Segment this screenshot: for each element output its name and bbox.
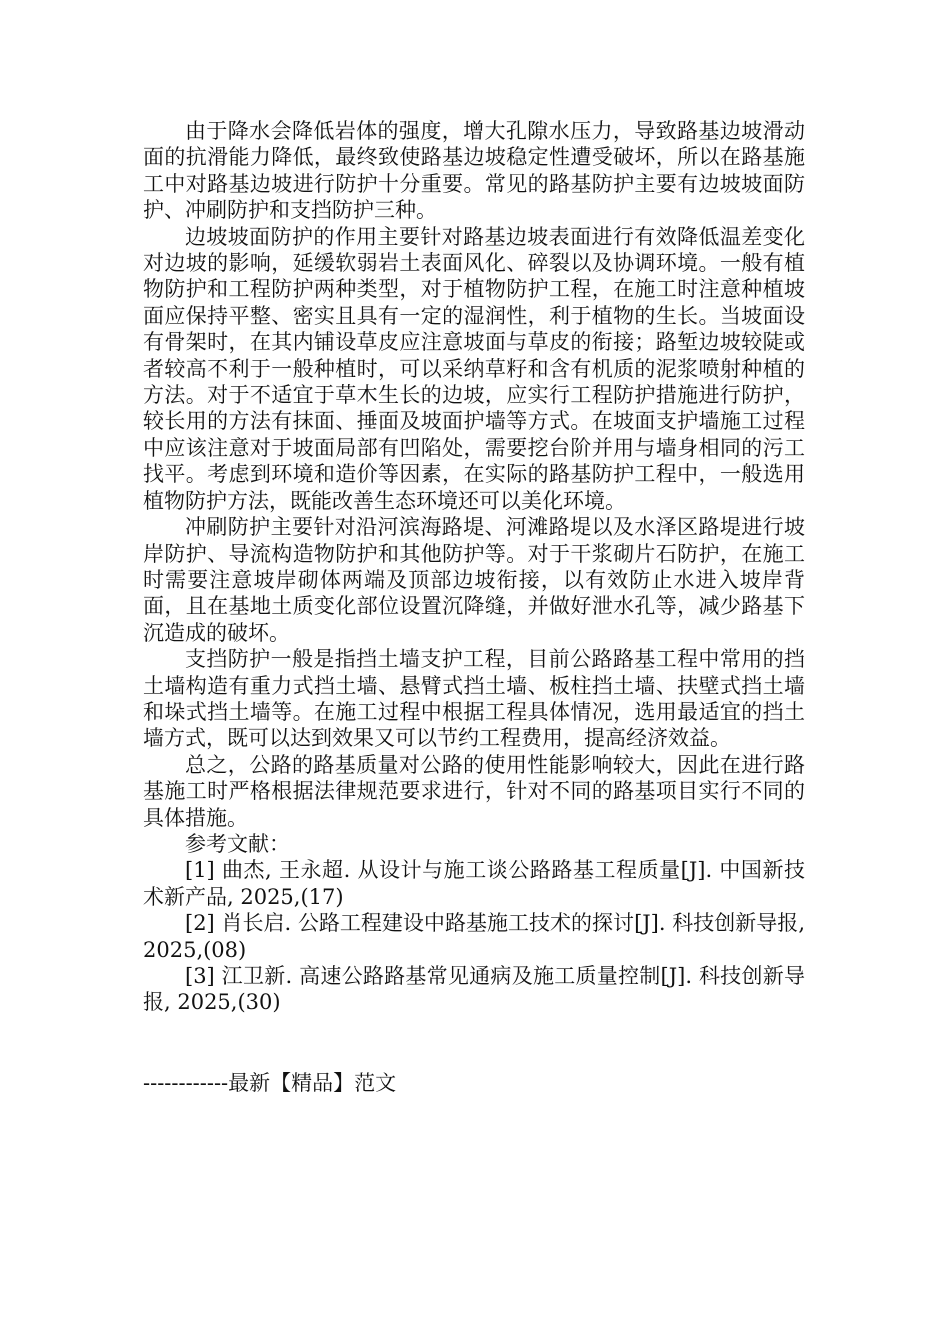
paragraph-conclusion: 总之，公路的路基质量对公路的使用性能影响较大，因此在进行路基施工时严格根据法律规范要求进行，针对不同的路基项目实行不同的具体措施。 (143, 752, 805, 830)
document-body (143, 118, 805, 1016)
reference-item-2: [2] 肖长启. 公路工程建设中路基施工技术的探讨[J]. 科技创新导报, 2025,(08) (143, 911, 805, 962)
reference-item-1: [1] 曲杰, 王永超. 从设计与施工谈公路路基工程质量[J]. 中国新技术新产品, 2025,(17) (143, 858, 805, 909)
page-footer: ------------最新【精品】范文 (143, 1071, 397, 1095)
paragraph-slope-protection: 边坡坡面防护的作用主要针对路基边坡表面进行有效降低温差变化对边坡的影响，延缓软弱岩土表面风化、碎裂以及协调环境。一般有植物防护和工程防护两种类型，对于植物防护工程，在施工时注意种植坡面应保持平整、密实且具有一定的湿润性，利于植物的生长。当坡面设有骨架时，在其内铺设草皮应注意坡面与草皮的衔接；路堑边坡较陡或者较高不利于一般种植时，可以采纳草籽和含有机质的泥浆喷射种植的方法。对于不适宜于草木生长的边坡，应实行工程防护措施进行防护，较长用的方法有抹面、捶面及坡面护墙等方式。在坡面支护墙施工过程中应该注意对于坡面局部有凹陷处，需要挖台阶并用与墙身相同的污工找平。考虑到环境和造价等因素，在实际的路基防护工程中，一般选用植物防护方法，既能改善生态环境还可以美化环境。 (143, 224, 805, 513)
paragraph-intro: 由于降水会降低岩体的强度，增大孔隙水压力，导致路基边坡滑动面的抗滑能力降低，最终致使路基边坡稳定性遭受破坏，所以在路基施工中对路基边坡进行防护十分重要。常见的路基防护主要有边坡坡面防护、冲刷防护和支挡防护三种。 (143, 119, 805, 223)
references-heading: 参考文献： (185, 831, 290, 856)
paragraph-scour-protection: 冲刷防护主要针对沿河滨海路堤、河滩路堤以及水泽区路堤进行坡岸防护、导流构造物防护和其他防护等。对于干浆砌片石防护，在施工时需要注意坡岸砌体两端及顶部边坡衔接，以有效防止水进入坡岸背面，且在基地土质变化部位设置沉降缝，并做好泄水孔等，减少路基下沉造成的破坏。 (143, 515, 805, 645)
reference-item-3: [3] 江卫新. 高速公路路基常见通病及施工质量控制[J]. 科技创新导报, 2025,(30) (143, 964, 805, 1015)
paragraph-retaining-protection: 支挡防护一般是指挡土墙支护工程，目前公路路基工程中常用的挡土墙构造有重力式挡土墙、悬臂式挡土墙、板柱挡土墙、扶壁式挡土墙和垛式挡土墙等。在施工过程中根据工程具体情况，选用最适宜的挡土墙方式，既可以达到效果又可以节约工程费用，提高经济效益。 (143, 647, 805, 751)
